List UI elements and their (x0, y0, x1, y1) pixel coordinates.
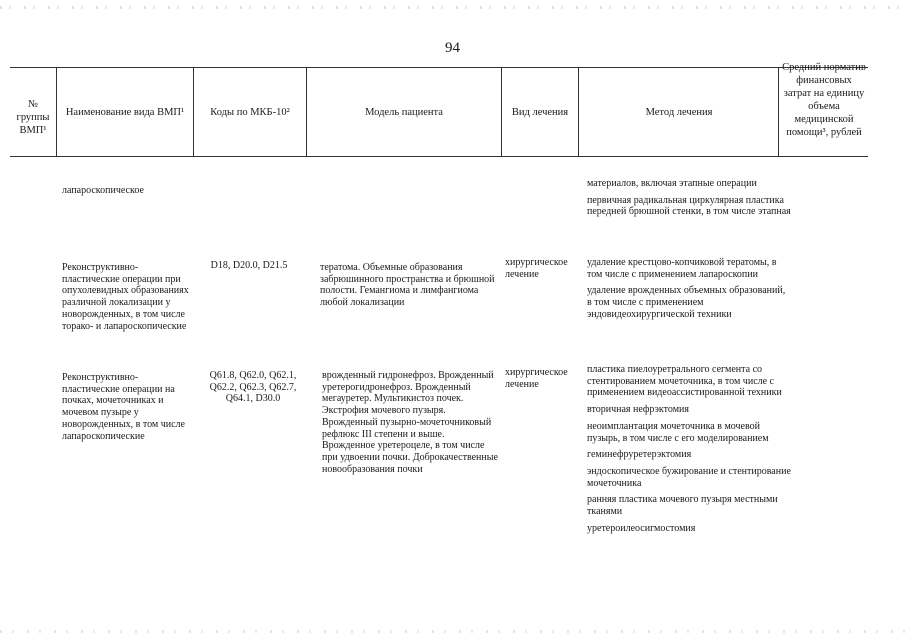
method-item: ранняя пластика мочевого пузыря местными тканями (587, 494, 778, 518)
method-item: материалов, включая этапные операции (587, 178, 757, 189)
method-item: пластика пиелоуретрального сегмента со стентированием мочеточника, в том числе с применением видеоассистированной техники (587, 364, 782, 399)
method-item: эндоскопическое бужирование и стентирование мочеточника (587, 465, 791, 489)
method-item: удаление крестцово-копчиковой тератомы, в том числе с применением лапароскопии (587, 257, 777, 280)
row3-model: врожденный гидронефроз. Врожденный уретерогидронефроз. Врожденный мегауретер. Мультикистоз почек. Экстрофия мочевого пузыря. Врожденный пузырно-мочеточниковый рефлюкс III степени и выше. Врожденное уретероцеле, в том числе при удвоении почки. Доброкачественные новообразования почки (322, 370, 498, 475)
row1-methods (587, 178, 792, 223)
col-divider (56, 67, 57, 157)
page-number: 94 (445, 40, 460, 56)
row2-codes: D18, D20.0, D21.5 (210, 260, 288, 271)
header-method: Метод лечения (645, 107, 713, 118)
table-top-border (10, 67, 868, 68)
row3-methods (587, 364, 792, 539)
row2-model: тератома. Объемные образования забрюшинного пространства и брюшной полости. Гемангиома и лимфангиома любой локализации (320, 262, 495, 309)
col-divider (193, 67, 194, 157)
col-divider (578, 67, 579, 157)
header-norm: Средний норматив финансовых затрат на единицу объема медицинской помощи³, рублей (782, 62, 866, 138)
row1-name: лапароскопическое (62, 185, 144, 196)
scan-noise-bottom (0, 630, 905, 633)
row2-name: Реконструктивно-пластические операции при опухолевидных образованиях различной локализации у новорожденных, в том числе торако- и лапароскопические (62, 262, 189, 332)
row3-name: Реконструктивно-пластические операции на почках, мочеточниках и мочевом пузыре у новорожденных, в том числе лапароскопические (62, 372, 185, 442)
header-group: № группы ВМП¹ (16, 99, 50, 136)
row2-treatment: хирургическое лечение (505, 257, 568, 280)
method-item: неоимплантация мочеточника в мочевой пузырь, в том числе с его моделированием (587, 420, 769, 444)
col-divider (501, 67, 502, 157)
col-divider (778, 67, 779, 157)
row3-treatment: хирургическое лечение (505, 367, 568, 390)
row3-codes: Q61.8, Q62.0, Q62.1, Q62.2, Q62.3, Q62.7, Q64.1, D30.0 (209, 370, 297, 405)
row2-methods (587, 257, 792, 326)
header-model: Модель пациента (365, 107, 443, 118)
header-name: Наименование вида ВМП¹ (65, 107, 185, 118)
scan-noise-top (0, 6, 905, 9)
method-item: вторичная нефрэктомия (587, 404, 689, 416)
col-divider (306, 67, 307, 157)
header-treatment: Вид лечения (511, 107, 569, 118)
header-bottom-border (10, 156, 868, 157)
header-codes: Коды по МКБ-10² (210, 107, 290, 118)
method-item: первичная радикальная циркулярная пластика передней брюшной стенки, в том числе этапная (587, 194, 791, 218)
method-item: геминефруретерэктомия (587, 449, 692, 461)
method-item: удаление врожденных объемных образований, в том числе с применением эндовидеохирургической техники (587, 285, 786, 320)
method-item: уретероилеосигмостомия (587, 522, 696, 534)
